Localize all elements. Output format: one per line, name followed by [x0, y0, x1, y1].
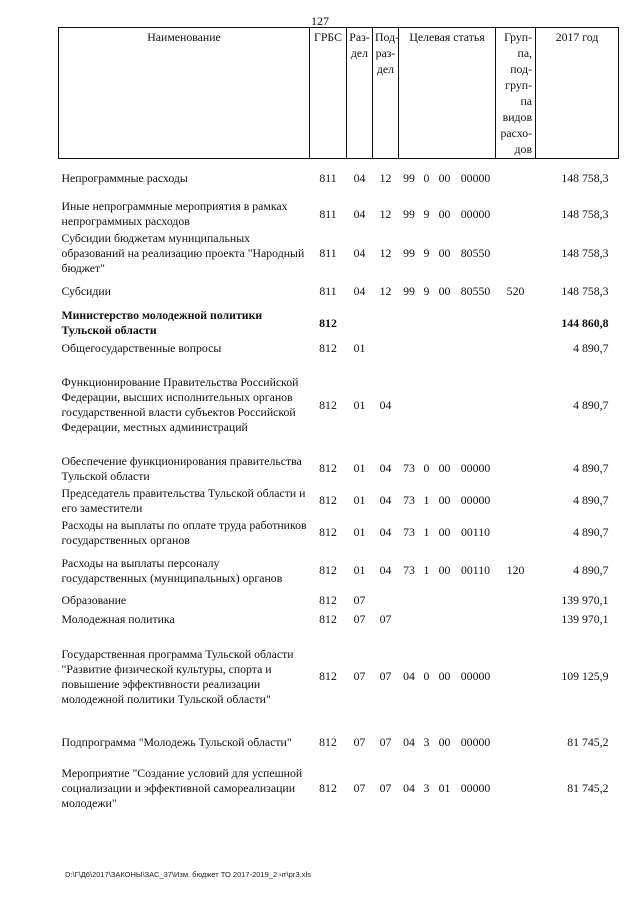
row-razdel: 01: [353, 397, 366, 412]
row-target-program: 73: [403, 563, 415, 577]
row-target-program: [399, 593, 420, 609]
row-target-direction: [456, 593, 496, 609]
table-row: [59, 199, 619, 230]
row-target-direction: 00000: [460, 461, 491, 475]
row-target-direction: 00000: [460, 669, 491, 683]
row-expense-group: [496, 340, 536, 358]
row-name: Функционирование Правительства Российской Федерации, высших исполнительных органов государственной власти субъектов Российской Федерации, местных администраций: [61, 375, 299, 434]
table-body: [59, 159, 619, 815]
row-target-program: 99: [403, 171, 415, 186]
row-target-program: 99: [403, 206, 415, 221]
row-razdel: 07: [353, 593, 366, 607]
footer-file-path: D:\Г\Д6\2017\ЗАКОНЫ\ЗАС_37\Изм. бюджет ТО 2017-2019_2 чт\рг3.xls: [65, 870, 311, 879]
row-podrazdel: 04: [379, 493, 392, 507]
row-target-program: [399, 340, 420, 358]
row-expense-group: 120: [506, 563, 525, 577]
row-podrazdel: 12: [379, 171, 392, 186]
row-target-program: 04: [403, 669, 415, 683]
row-target-program: [399, 307, 420, 340]
row-amount: 144 860,8: [561, 315, 609, 330]
row-name: Непрограммные расходы: [61, 171, 188, 186]
table-row: [59, 631, 619, 723]
row-target-direction: 00000: [460, 206, 491, 221]
row-target-direction: 00000: [460, 493, 491, 507]
row-razdel: 07: [353, 669, 366, 683]
row-razdel: [347, 307, 373, 340]
row-expense-group: [496, 593, 536, 609]
row-podrazdel: 04: [379, 563, 392, 577]
row-grbs: 812: [319, 563, 337, 577]
header-razdel: Раз-дел: [347, 28, 373, 159]
row-target-direction: [456, 340, 496, 358]
row-razdel: 01: [353, 341, 366, 355]
row-amount: 4 890,7: [573, 525, 609, 539]
row-target-direction: 80550: [460, 245, 491, 260]
row-target-subprogram: 9: [423, 206, 430, 221]
row-expense-group: [496, 723, 536, 763]
row-podrazdel: 04: [379, 397, 392, 412]
row-target-program: [399, 358, 420, 453]
row-target-program: [399, 609, 420, 631]
row-grbs: 812: [319, 593, 337, 607]
row-grbs: 812: [319, 525, 337, 539]
row-name: Подпрограмма "Молодежь Тульской области": [61, 735, 292, 749]
row-target-subprogram: 1: [423, 563, 430, 577]
row-razdel: 07: [353, 612, 366, 626]
row-target-subprogram: 3: [423, 735, 430, 749]
row-target-subprogram: 1: [423, 493, 430, 507]
row-amount: 81 745,2: [567, 781, 609, 795]
row-razdel: 07: [353, 735, 366, 749]
row-expense-group: [496, 307, 536, 340]
row-target-event: [434, 358, 456, 453]
row-grbs: 812: [319, 315, 337, 330]
row-target-program: 73: [403, 461, 415, 475]
row-podrazdel: 12: [379, 206, 392, 221]
row-name: Министерство молодежной политики Тульской области: [61, 308, 263, 337]
row-target-program: 73: [403, 493, 415, 507]
row-razdel: 04: [353, 206, 366, 221]
row-podrazdel: [373, 307, 399, 340]
row-amount: 148 758,3: [561, 245, 609, 260]
row-target-event: 00: [438, 245, 451, 260]
row-grbs: 812: [319, 397, 337, 412]
row-target-event: [434, 307, 456, 340]
row-target-direction: 00000: [460, 735, 491, 749]
budget-table: [58, 27, 619, 815]
row-target-direction: 00110: [460, 525, 491, 539]
table-row: [59, 340, 619, 358]
row-amount: 139 970,1: [561, 612, 609, 626]
row-grbs: 812: [319, 612, 337, 626]
table-row: [59, 358, 619, 453]
row-target-subprogram: [420, 593, 434, 609]
table-row: [59, 723, 619, 763]
row-target-event: 00: [438, 171, 451, 186]
row-grbs: 812: [319, 493, 337, 507]
header-podrazdel: Под-раз-дел: [373, 28, 399, 159]
row-name: Председатель правительства Тульской области и его заместители: [61, 485, 306, 515]
row-name: Расходы на выплаты персоналу государственных (муниципальных) органов: [61, 555, 283, 585]
row-amount: 4 890,7: [573, 493, 609, 507]
row-target-program: 99: [403, 245, 415, 260]
row-expense-group: [496, 631, 536, 723]
row-target-direction: 80550: [460, 284, 491, 298]
row-grbs: 811: [319, 245, 337, 260]
table-row: [59, 593, 619, 609]
row-target-subprogram: 0: [423, 669, 430, 683]
table-row: [59, 307, 619, 340]
row-podrazdel: [373, 340, 399, 358]
table-row: [59, 549, 619, 593]
table-row: [59, 230, 619, 277]
row-target-program: 73: [403, 525, 415, 539]
table-row: [59, 277, 619, 307]
row-target-direction: 00110: [460, 563, 491, 577]
row-target-subprogram: 1: [423, 525, 430, 539]
row-expense-group: [496, 230, 536, 277]
row-target-subprogram: [420, 609, 434, 631]
row-target-event: 00: [438, 669, 451, 683]
row-name: Образование: [61, 593, 127, 607]
row-target-subprogram: 3: [423, 781, 430, 795]
row-razdel: 01: [353, 461, 366, 475]
row-expense-group: [496, 159, 536, 199]
row-grbs: 811: [319, 284, 337, 298]
row-expense-group: [496, 763, 536, 815]
row-name: Субсидии бюджетам муниципальных образований на реализацию проекта "Народный бюджет": [61, 230, 305, 275]
row-target-event: [434, 593, 456, 609]
row-podrazdel: 07: [379, 781, 392, 795]
row-target-event: 00: [438, 735, 451, 749]
row-expense-group: 520: [506, 284, 525, 298]
row-name: Мероприятие "Создание условий для успешной социализации и эффективной самореализации молодежи": [61, 766, 303, 810]
row-target-event: 00: [438, 493, 451, 507]
row-expense-group: [496, 358, 536, 453]
row-name: Государственная программа Тульской области "Развитие физической культуры, спорта и повышение эффективности реализации молодежной политики Тульской области": [61, 646, 294, 706]
row-grbs: 811: [319, 171, 337, 186]
row-podrazdel: [373, 593, 399, 609]
row-name: Обеспечение функционирования правительства Тульской области: [61, 453, 302, 483]
row-grbs: 812: [319, 735, 337, 749]
row-razdel: 04: [353, 284, 366, 298]
row-grbs: 812: [319, 341, 337, 355]
row-amount: 148 758,3: [561, 171, 609, 186]
row-podrazdel: 12: [379, 245, 392, 260]
row-target-direction: 00000: [460, 781, 491, 795]
table-row: [59, 609, 619, 631]
row-target-program: 04: [403, 735, 415, 749]
row-target-subprogram: 9: [423, 245, 430, 260]
row-expense-group: [496, 453, 536, 485]
row-name: Общегосударственные вопросы: [61, 341, 222, 355]
row-target-subprogram: [420, 358, 434, 453]
header-expense-group: Груп-па, под-груп-па видов расхо-дов: [496, 28, 536, 159]
row-razdel: 01: [353, 525, 366, 539]
row-podrazdel: 04: [379, 525, 392, 539]
row-amount: 4 890,7: [573, 563, 609, 577]
row-amount: 148 758,3: [561, 206, 609, 221]
row-expense-group: [496, 517, 536, 549]
row-amount: 148 758,3: [561, 284, 609, 298]
table-header-row: [59, 28, 619, 159]
row-target-event: 00: [438, 284, 451, 298]
row-amount: 4 890,7: [573, 397, 609, 412]
row-razdel: 04: [353, 245, 366, 260]
row-target-event: [434, 340, 456, 358]
row-target-event: 00: [438, 525, 451, 539]
table-row: [59, 453, 619, 485]
row-amount: 4 890,7: [573, 341, 609, 355]
row-target-program: 99: [403, 284, 415, 298]
row-razdel: 01: [353, 493, 366, 507]
row-razdel: 01: [353, 563, 366, 577]
table-row: [59, 517, 619, 549]
row-grbs: 811: [319, 206, 337, 221]
row-expense-group: [496, 609, 536, 631]
row-podrazdel: 04: [379, 461, 392, 475]
row-target-event: 01: [438, 781, 451, 795]
row-amount: 4 890,7: [573, 461, 609, 475]
row-podrazdel: 07: [379, 669, 392, 683]
row-razdel: 04: [353, 171, 366, 186]
row-target-program: 04: [403, 781, 415, 795]
row-target-subprogram: 0: [423, 461, 430, 475]
row-razdel: 07: [353, 781, 366, 795]
header-name: Наименование: [59, 28, 310, 159]
row-target-event: 00: [438, 563, 451, 577]
table-row: [59, 159, 619, 199]
row-target-event: [434, 609, 456, 631]
row-grbs: 812: [319, 461, 337, 475]
row-expense-group: [496, 485, 536, 517]
row-podrazdel: 07: [379, 612, 392, 626]
row-amount: 81 745,2: [567, 735, 609, 749]
row-target-event: 00: [438, 206, 451, 221]
table-row: [59, 485, 619, 517]
row-target-subprogram: [420, 307, 434, 340]
row-target-direction: [456, 358, 496, 453]
row-target-direction: [456, 609, 496, 631]
row-podrazdel: 12: [379, 284, 392, 298]
row-target-subprogram: [420, 340, 434, 358]
row-grbs: 812: [319, 781, 337, 795]
page-number: 127: [311, 14, 329, 28]
row-expense-group: [496, 199, 536, 230]
row-amount: 109 125,9: [561, 669, 609, 683]
row-amount: 139 970,1: [561, 593, 609, 607]
row-grbs: 812: [319, 669, 337, 683]
row-podrazdel: 07: [379, 735, 392, 749]
row-target-direction: [456, 307, 496, 340]
header-grbs: ГРБС: [310, 28, 347, 159]
header-target-article: Целевая статья: [399, 28, 496, 159]
header-year: 2017 год: [536, 28, 619, 159]
row-name: Расходы на выплаты по оплате труда работников государственных органов: [61, 517, 307, 547]
row-target-event: 00: [438, 461, 451, 475]
row-name: Молодежная политика: [61, 612, 175, 626]
row-name: Иные непрограммные мероприятия в рамках непрограммных расходов: [61, 199, 288, 228]
row-target-subprogram: 9: [423, 284, 430, 298]
row-target-direction: 00000: [460, 171, 491, 186]
row-target-subprogram: 0: [423, 171, 430, 186]
row-name: Субсидии: [61, 284, 111, 298]
table-row: [59, 763, 619, 815]
